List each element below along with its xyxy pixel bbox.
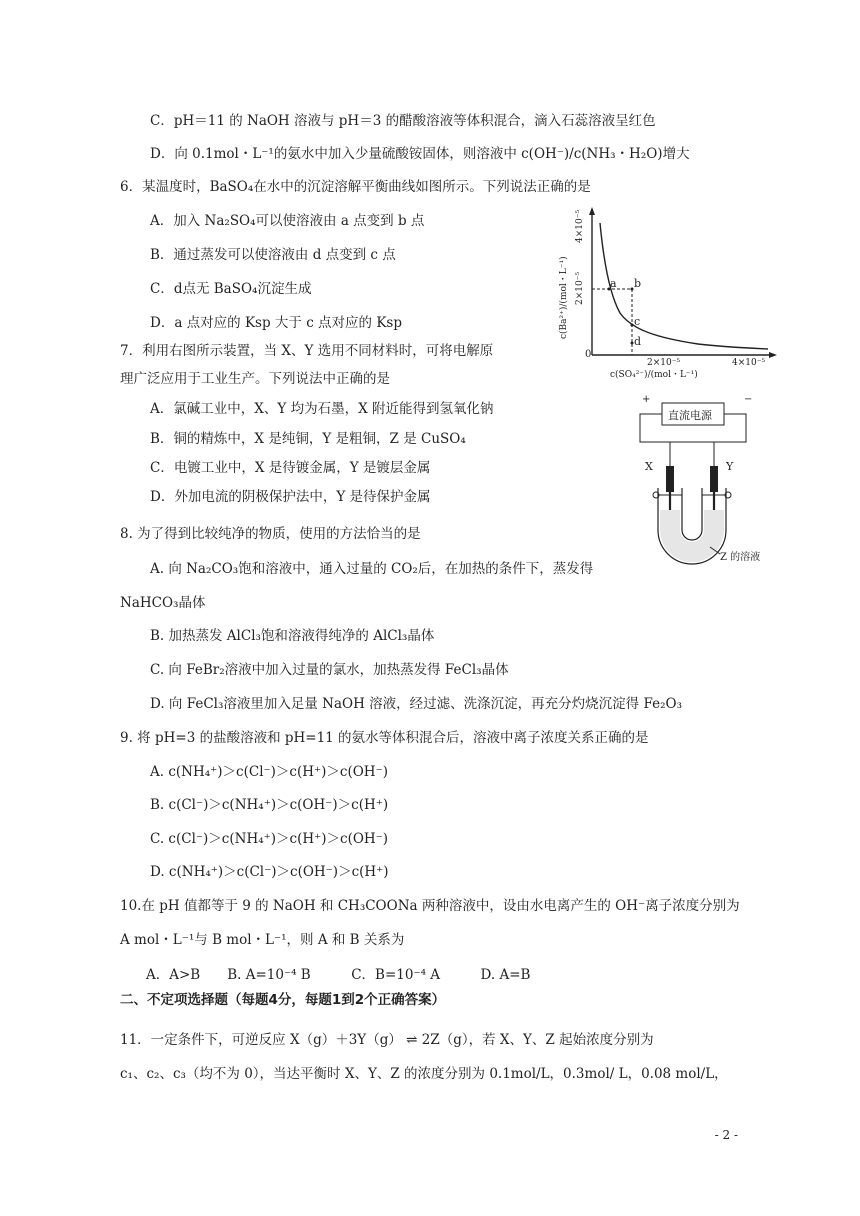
- question-6-stem: 6．某温度时，BaSO₄在水中的沉淀溶解平衡曲线如图所示。下列说法正确的是: [120, 179, 591, 195]
- option-a: A．氯碱工业中，X、Y 均为石墨，X 附近能得到氢氧化钠: [150, 401, 494, 417]
- electrode-y-label: Y: [726, 460, 734, 473]
- x-max-tick: 4×10⁻⁵: [732, 358, 766, 368]
- origin-label: 0: [585, 349, 592, 360]
- option-b: B．铜的精炼中，X 是纯铜，Y 是粗铜，Z 是 CuSO₄: [150, 431, 466, 447]
- option-a: A. c(NH₄⁺)＞c(Cl⁻)＞c(H⁺)＞c(OH⁻): [150, 764, 388, 780]
- question-7-stem-cont: 理广泛应用于工业生产。下列说法中正确的是: [120, 371, 390, 387]
- option-a-cont: NaHCO₃晶体: [120, 595, 206, 611]
- option-c: C．电镀工业中，X 是待镀金属，Y 是镀层金属: [150, 460, 431, 476]
- x-axis-label: c(SO₄²⁻)/(mol・L⁻¹): [610, 370, 698, 380]
- solution-label: Z 的溶液: [720, 552, 761, 563]
- option-b: B. c(Cl⁻)＞c(NH₄⁺)＞c(OH⁻)＞c(H⁺): [150, 797, 389, 813]
- option-a: A．加入 Na₂SO₄可以使溶液由 a 点变到 b 点: [150, 213, 425, 229]
- option-d: D. c(NH₄⁺)＞c(Cl⁻)＞c(OH⁻)＞c(H⁺): [150, 864, 389, 880]
- minus-sign: −: [744, 394, 753, 405]
- option-b: B. 加热蒸发 AlCl₃饱和溶液得纯净的 AlCl₃晶体: [150, 628, 435, 644]
- option-c: C．d点无 BaSO₄沉淀生成: [150, 281, 312, 297]
- y-max-tick: 4×10⁻⁵: [575, 209, 585, 243]
- text-line: D．向 0.1mol・L⁻¹的氨水中加入少量硫酸铵固体，则溶液中 c(OH⁻)/c(NH₃・H₂O)增大: [150, 146, 690, 162]
- y-axis-arrow: [589, 207, 595, 215]
- solution-fill: [660, 510, 724, 562]
- label-b: b: [634, 277, 642, 290]
- y-axis-label: c(Ba²⁺)/(mol・L⁻¹): [559, 256, 569, 339]
- dc-power-label: 直流电源: [668, 409, 712, 422]
- option-d: D．外加电流的阴极保护法中，Y 是待保护金属: [150, 489, 431, 505]
- question-10-stem: 10.在 pH 值都等于 9 的 NaOH 和 CH₃COONa 两种溶液中，设由水电离产生的 OH⁻离子浓度分别为: [120, 898, 740, 914]
- option-a: A. 向 Na₂CO₃饱和溶液中，通入过量的 CO₂后，在加热的条件下，蒸发得: [150, 561, 594, 577]
- question-10-stem-cont: A mol・L⁻¹与 B mol・L⁻¹，则 A 和 B 关系为: [120, 932, 405, 948]
- option-d: D. 向 FeCl₃溶液里加入足量 NaOH 溶液，经过滤、洗涤沉淀，再充分灼烧沉淀得 Fe₂O₃: [150, 696, 682, 712]
- question-11-stem: 11．一定条件下，可逆反应 X（g）＋3Y（g） ⇌ 2Z（g），若 X、Y、Z 起始浓度分别为: [120, 1032, 654, 1048]
- option-b: B．通过蒸发可以使溶液由 d 点变到 c 点: [150, 247, 396, 263]
- option-c: C. c(Cl⁻)＞c(NH₄⁺)＞c(H⁺)＞c(OH⁻): [150, 831, 389, 847]
- electrode-x-label: X: [645, 460, 653, 473]
- equilibrium-curve: [600, 223, 768, 349]
- electrolysis-apparatus-figure: [626, 390, 776, 565]
- question-7-stem: 7．利用右图所示装置，当 X、Y 选用不同材料时，可将电解原: [120, 343, 494, 359]
- question-9-stem: 9. 将 pH=3 的盐酸溶液和 pH=11 的氨水等体积混合后，溶液中离子浓度关系正确的是: [120, 730, 649, 746]
- x-mid-tick: 2×10⁻⁵: [647, 358, 681, 368]
- electrode-x: [666, 466, 674, 492]
- question-10-options: A．A>B B. A=10⁻⁴ B C．B=10⁻⁴ A D. A=B: [146, 967, 531, 983]
- label-a: a: [610, 277, 617, 290]
- electrode-y: [710, 466, 718, 492]
- x-axis-arrow: [769, 352, 777, 358]
- y-mid-tick: 2×10⁻⁵: [575, 271, 585, 305]
- question-11-stem-cont: c₁、c₂、c₃（均不为 0），当达平衡时 X、Y、Z 的浓度分别为 0.1mol/L，0.3mol/ L，0.08 mol/L，: [120, 1066, 728, 1082]
- question-8-stem: 8. 为了得到比较纯净的物质，使用的方法恰当的是: [120, 526, 421, 542]
- label-c: c: [634, 315, 641, 328]
- page-number: - 2 -: [714, 1128, 738, 1142]
- option-d: D．a 点对应的 Ksp 大于 c 点对应的 Ksp: [150, 315, 402, 331]
- label-d: d: [634, 335, 642, 348]
- option-c: C. 向 FeBr₂溶液中加入过量的氯水，加热蒸发得 FeCl₃晶体: [150, 662, 509, 678]
- baso4-solubility-figure: [548, 205, 782, 383]
- text-line: C．pH＝11 的 NaOH 溶液与 pH＝3 的醋酸溶液等体积混合，滴入石蕊溶液呈红色: [150, 113, 656, 129]
- plus-sign: +: [642, 394, 651, 405]
- section-heading: 二、不定项选择题（每题4分，每题1到2个正确答案）: [120, 992, 446, 1008]
